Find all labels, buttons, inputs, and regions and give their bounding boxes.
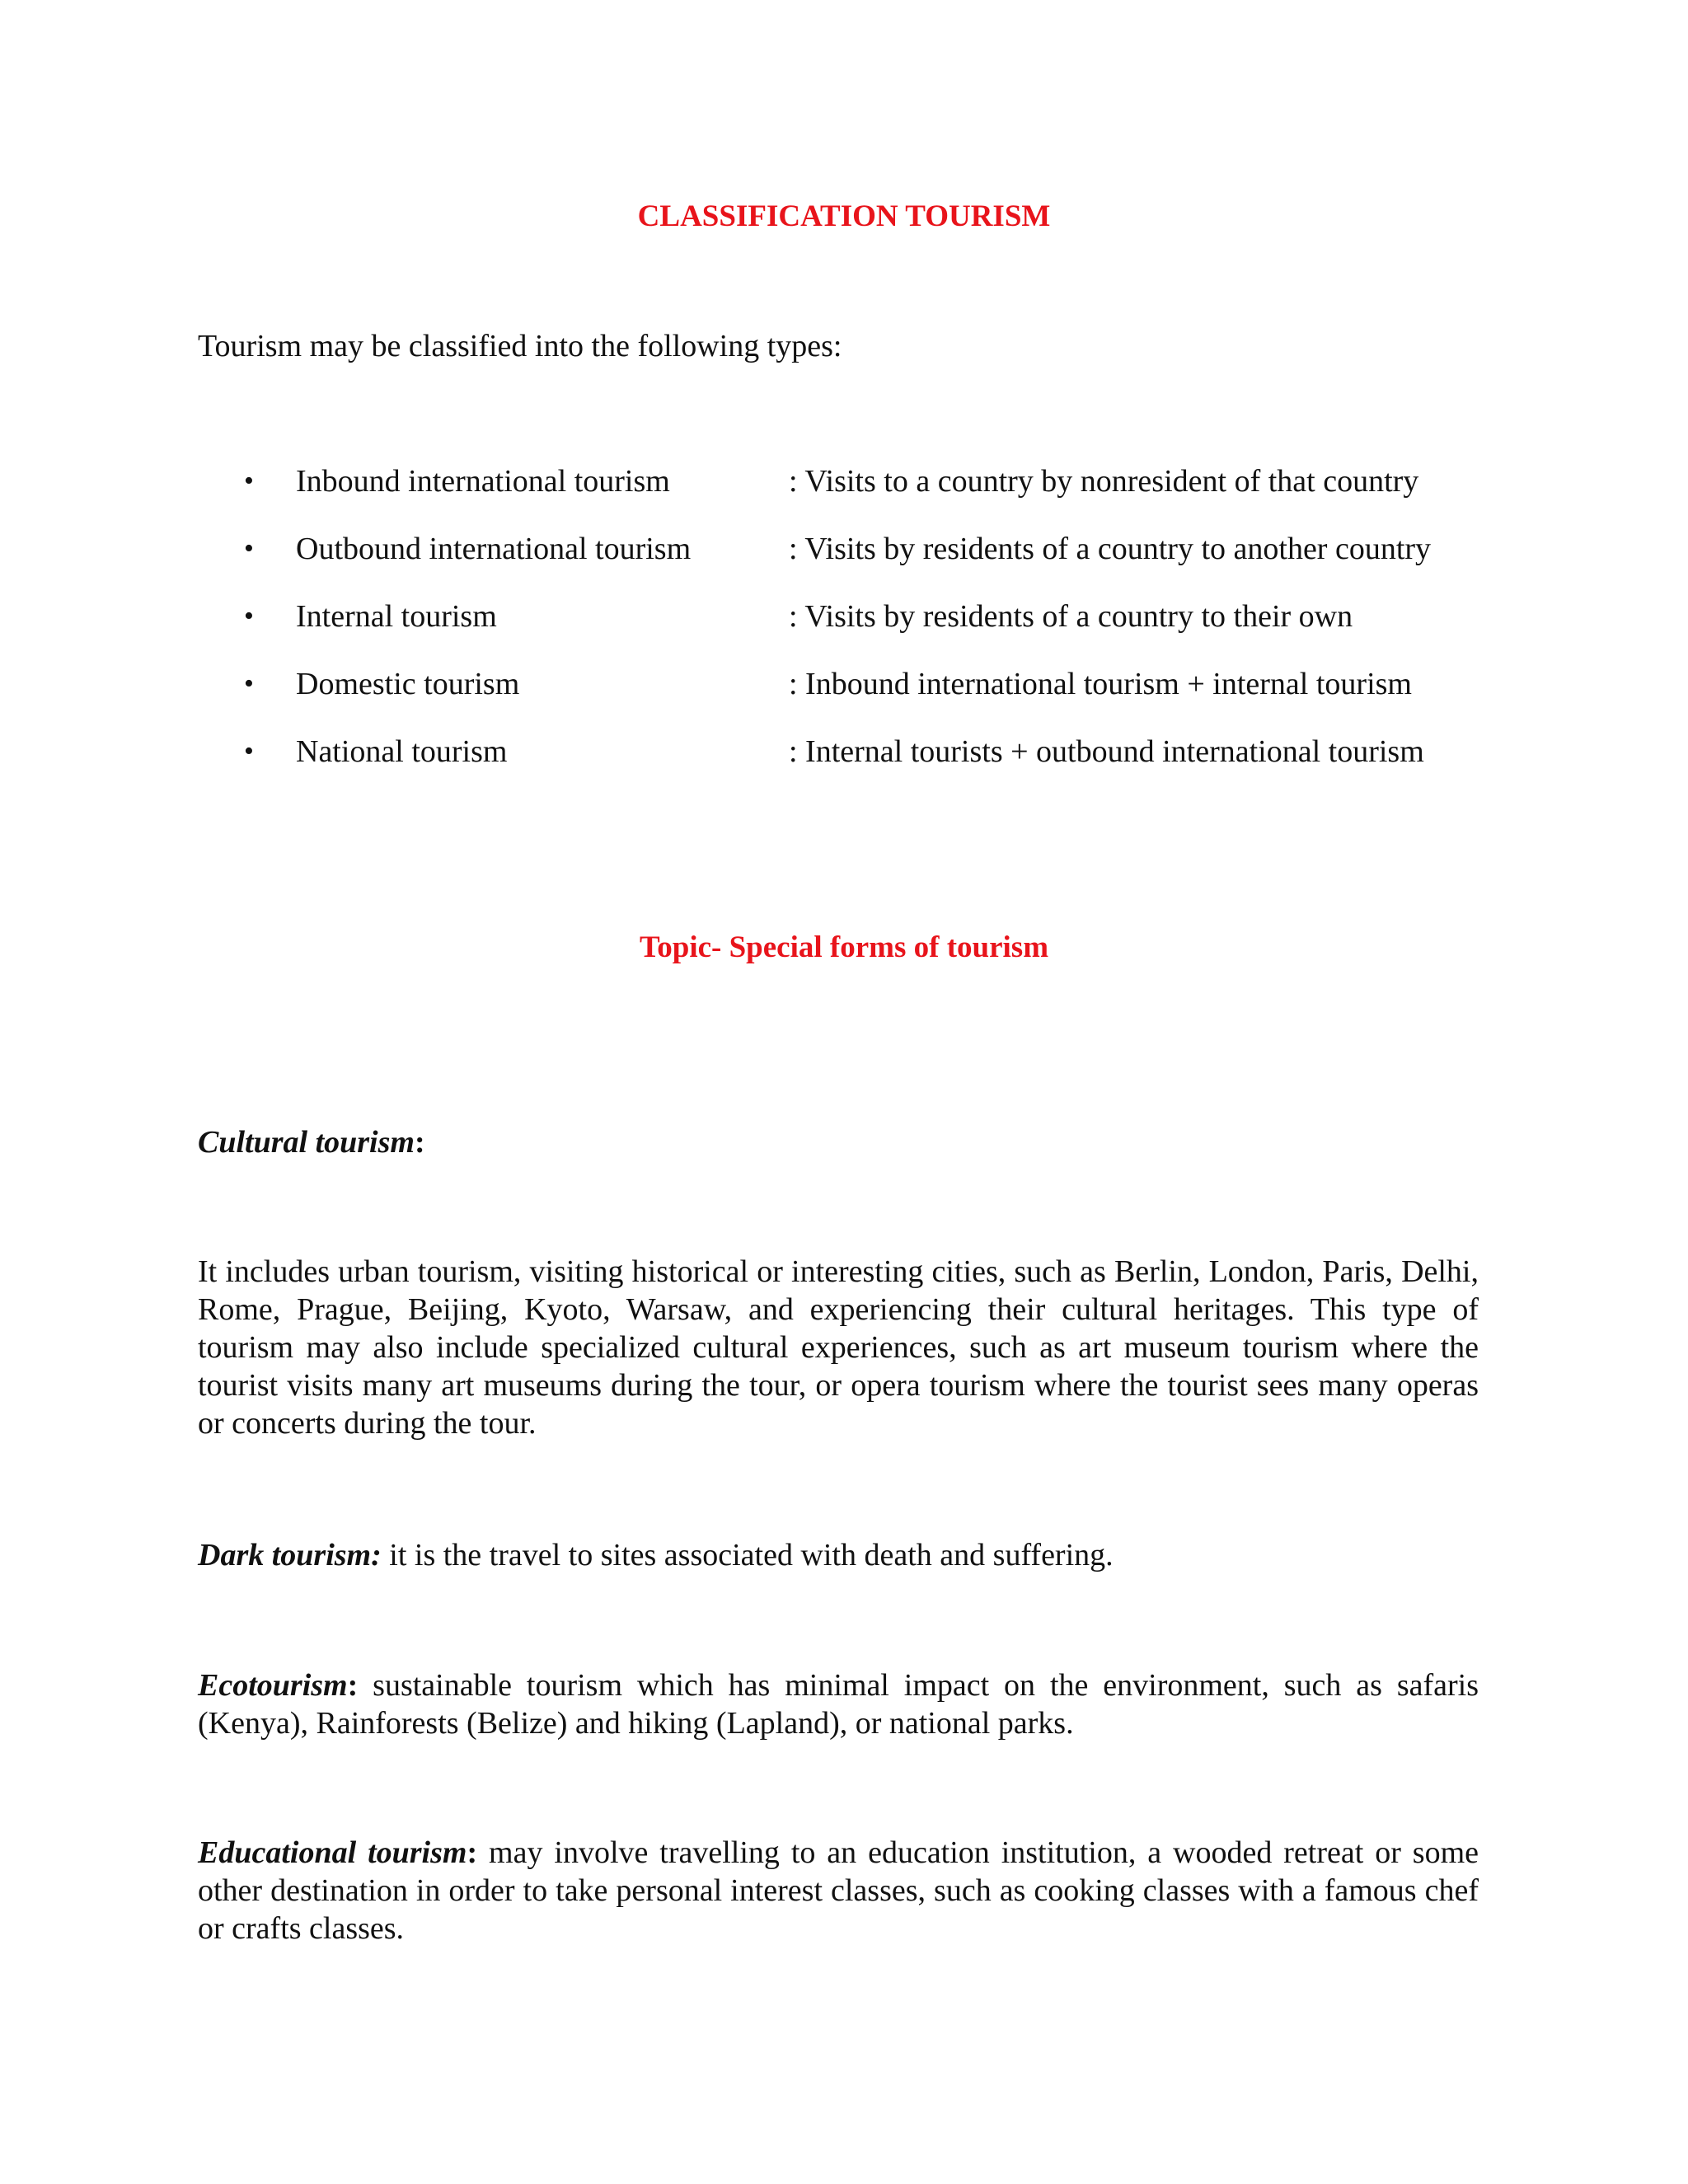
educational-tourism-paragraph [198, 1834, 1479, 1947]
term-label: Dark tourism: [198, 1538, 382, 1572]
type-description: : Visits to a country by nonresident of that country [789, 464, 1419, 499]
term-definition: it is the travel to sites associated with death and suffering. [381, 1538, 1114, 1572]
type-name: National tourism [296, 734, 508, 769]
page-title: CLASSIFICATION TOURISM [637, 199, 1051, 233]
term-definition: sustainable tourism which has minimal impact on the environment, such as safaris (Kenya), Rainforests (Belize) and hiking (Lapland), or national parks. [198, 1668, 1479, 1741]
term-label: Educational tourism [198, 1835, 467, 1870]
type-name: Internal tourism [296, 599, 497, 634]
topic-heading: Topic- Special forms of tourism [639, 930, 1049, 964]
bullet-icon: • [244, 668, 254, 699]
list-item [0, 666, 1688, 733]
cultural-tourism-paragraph: It includes urban tourism, visiting historical or interesting cities, such as Berlin, London, Paris, Delhi, Rome, Prague, Beijing, Kyoto, Warsaw, and experiencing their cultural heritages. This type of tourism may also include specialized cultural experiences, such as art museum tourism where the tourist visits many art museums during the tour, or opera tourism where the tourist sees many operas or concerts during the tour. [198, 1254, 1479, 1441]
bullet-icon: • [244, 533, 254, 564]
type-description: : Internal tourists + outbound international tourism [789, 734, 1424, 769]
ecotourism-paragraph [198, 1666, 1479, 1742]
bullet-icon: • [244, 736, 254, 766]
bullet-icon: • [244, 466, 254, 496]
term-label: Cultural tourism [198, 1125, 415, 1160]
list-item [0, 463, 1688, 531]
bullet-icon: • [244, 601, 254, 631]
term-colon: : [414, 1125, 425, 1160]
list-item [0, 531, 1688, 598]
term-definition: may involve travelling to an education institution, a wooded retreat or some other destination in order to take personal interest classes, such as cooking classes with a famous chef or crafts classes. [198, 1835, 1479, 1946]
term-label: Ecotourism [198, 1668, 348, 1703]
list-item [0, 733, 1688, 801]
term-colon: : [347, 1668, 359, 1703]
type-description: : Visits by residents of a country to their own [789, 599, 1353, 634]
list-item [0, 598, 1688, 666]
type-name: Outbound international tourism [296, 532, 692, 566]
dark-tourism-paragraph [198, 1536, 1479, 1574]
type-name: Domestic tourism [296, 667, 520, 701]
type-name: Inbound international tourism [296, 464, 670, 499]
tourism-types-list [0, 463, 1688, 801]
type-description: : Inbound international tourism + internal tourism [789, 667, 1412, 701]
term-colon: : [467, 1835, 478, 1870]
cultural-tourism-heading [198, 1123, 1479, 1161]
intro-text: Tourism may be classified into the following types: [198, 329, 842, 363]
type-description: : Visits by residents of a country to another country [789, 532, 1432, 566]
